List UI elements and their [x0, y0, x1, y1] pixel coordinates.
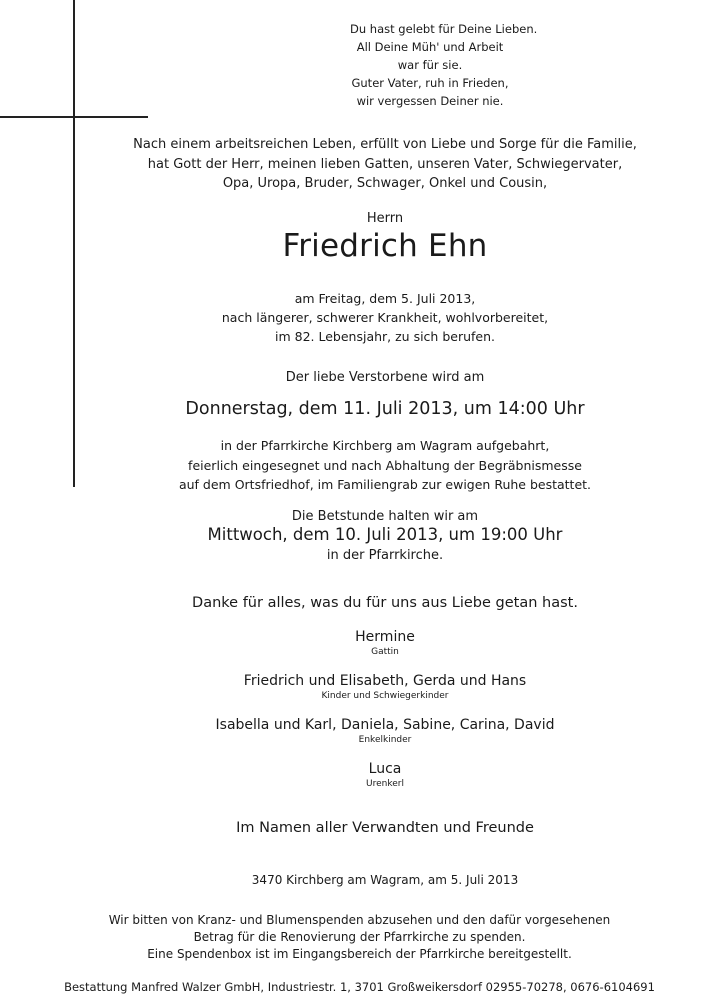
- funeral-intro: Der liebe Verstorbene wird am: [285, 370, 485, 385]
- death-line: am Freitag, dem 5. Juli 2013,: [294, 291, 476, 306]
- mourner-name: Friedrich und Elisabeth, Gerda und Hans: [243, 673, 527, 689]
- mourners-list: [60, 628, 710, 804]
- poem-line: Du hast gelebt für Deine Lieben.: [350, 22, 538, 36]
- donation-note: [0, 912, 719, 963]
- intro-line: hat Gott der Herr, meinen lieben Gatten, unseren Vater, Schwiegervater,: [147, 156, 623, 172]
- mourner-name: Luca: [368, 761, 402, 777]
- place-date: 3470 Kirchberg am Wagram, am 5. Juli 2013: [251, 873, 519, 887]
- mourner-name: Isabella und Karl, Daniela, Sabine, Carina, David: [215, 717, 555, 733]
- poem: [350, 20, 538, 110]
- funeral-date: Donnerstag, dem 11. Juli 2013, um 14:00 Uhr: [185, 399, 585, 419]
- donation-line: Betrag für die Renovierung der Pfarrkirche zu spenden.: [193, 930, 526, 944]
- mourner-role: Urenkerl: [366, 779, 404, 789]
- mourner-role: Enkelkinder: [358, 735, 412, 745]
- intro-line: Nach einem arbeitsreichen Leben, erfüllt von Liebe und Sorge für die Familie,: [133, 137, 637, 152]
- mourner-role: Gattin: [371, 647, 399, 657]
- poem-line: Guter Vater, ruh in Frieden,: [351, 76, 509, 90]
- deceased-name: Friedrich Ehn: [282, 228, 488, 264]
- mourner-role: Kinder und Schwiegerkinder: [321, 691, 449, 701]
- funeral-details: [60, 436, 710, 495]
- cross-horizontal-bar: [0, 116, 148, 118]
- poem-line: wir vergessen Deiner nie.: [356, 94, 504, 108]
- poem-line: All Deine Müh' und Arbeit: [356, 40, 504, 54]
- death-line: nach längerer, schwerer Krankheit, wohlvorbereitet,: [221, 310, 549, 325]
- poem-line: war für sie.: [397, 58, 463, 72]
- funeral-line: feierlich eingesegnet und nach Abhaltung der Begräbnismesse: [188, 457, 582, 473]
- relatives-line: Im Namen aller Verwandten und Freunde: [236, 820, 534, 836]
- mourner-name: Hermine: [355, 629, 415, 645]
- salutation: Herrn: [366, 211, 404, 226]
- death-details: [60, 289, 710, 346]
- prayer-intro: Die Betstunde halten wir am: [291, 509, 479, 524]
- funeral-line: auf dem Ortsfriedhof, im Familiengrab zur ewigen Ruhe bestattet.: [178, 477, 592, 492]
- funeral-home-footer: Bestattung Manfred Walzer GmbH, Industriestr. 1, 3701 Großweikersdorf 02955-70278, 0676-6104691: [64, 980, 655, 994]
- prayer-place: in der Pfarrkirche.: [326, 548, 444, 563]
- intro-text: [60, 135, 710, 194]
- prayer-date: Mittwoch, dem 10. Juli 2013, um 19:00 Uhr: [207, 525, 563, 544]
- donation-line: Wir bitten von Kranz- und Blumenspenden abzusehen und den dafür vorgesehenen: [108, 913, 611, 927]
- death-line: im 82. Lebensjahr, zu sich berufen.: [275, 329, 495, 344]
- thanks-text: Danke für alles, was du für uns aus Liebe getan hast.: [192, 595, 578, 611]
- funeral-line: in der Pfarrkirche Kirchberg am Wagram aufgebahrt,: [220, 438, 550, 453]
- intro-line: Opa, Uropa, Bruder, Schwager, Onkel und Cousin,: [222, 176, 548, 191]
- donation-line: Eine Spendenbox ist im Eingangsbereich der Pfarrkirche bereitgestellt.: [147, 947, 572, 961]
